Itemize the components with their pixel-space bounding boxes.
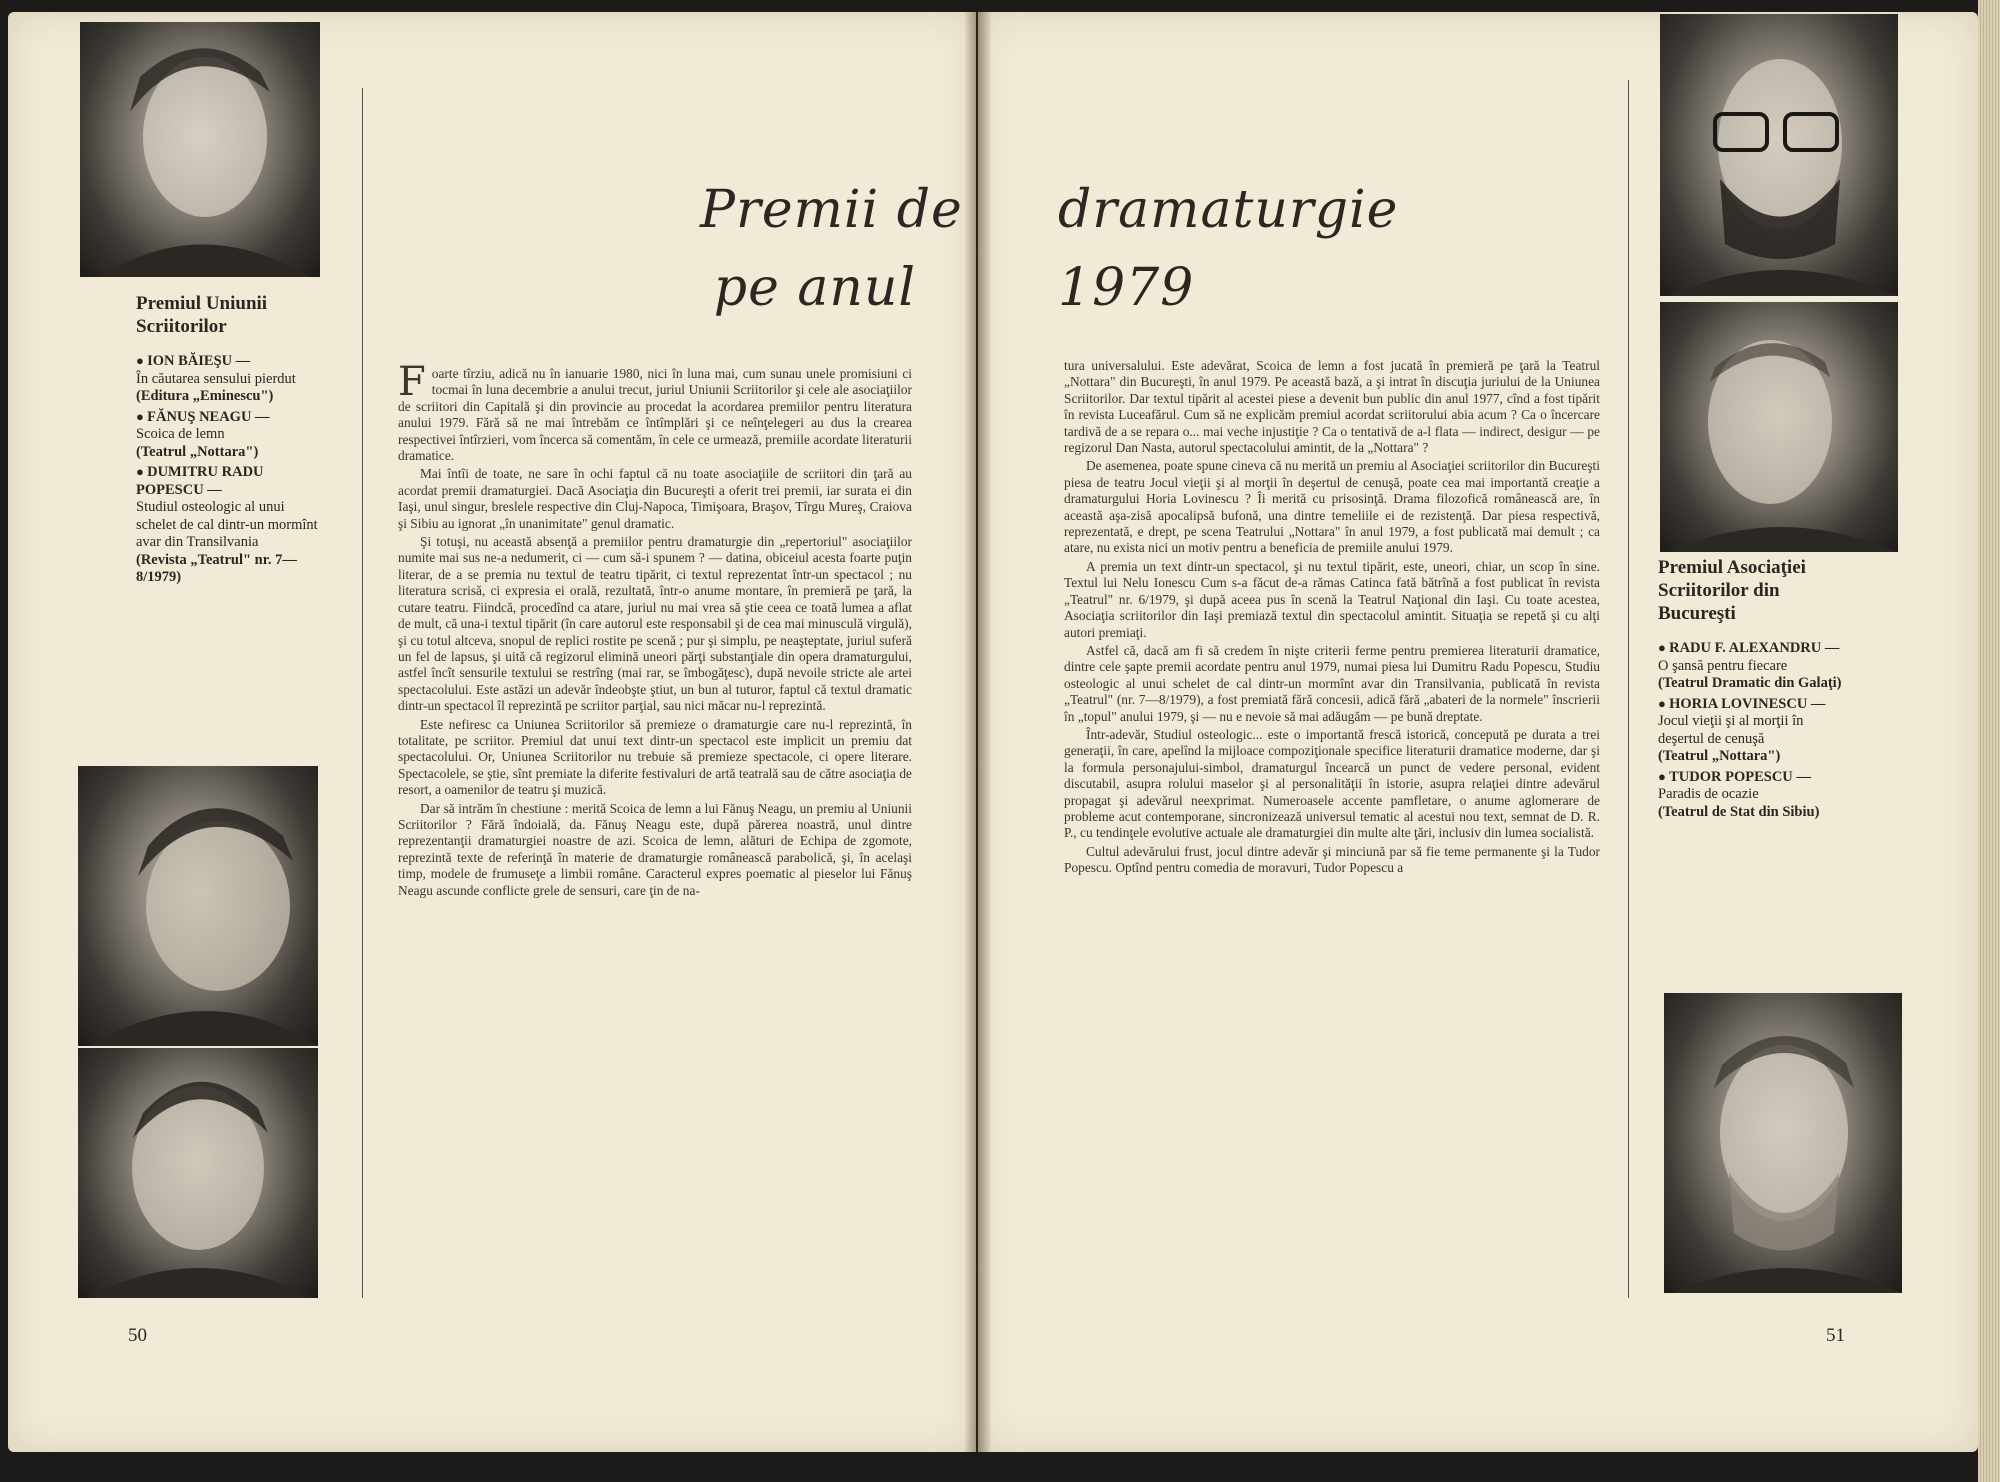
work-source: (Editura „Eminescu") xyxy=(136,388,274,404)
author-name: ● DUMITRU RADU POPESCU — xyxy=(136,463,321,499)
paragraph: A premia un text dintr-un spectacol, şi nu textul tipărit, este, uneori, chiar, un scop în sine. Textul lui Nelu Ionescu Cum s-a făcut de-a rămas Catinca fată bătrînă a fost publicat în revista „Teatrul" nr. 6/1979, şi după aceea pus în scenă la Teatrul Naţional din Iaşi. Cu toate acestea, Asociaţia scriitorilor din Iaşi premiază textul din spectacolul amintit. Situaţia se repetă şi cu alţi autori premiaţi. xyxy=(1064,558,1600,640)
work-source: (Revista „Teatrul" nr. 7—8/1979) xyxy=(136,551,297,585)
work-title: Paradis de ocazie xyxy=(1658,786,1759,802)
title-line-4: 1979 xyxy=(1058,258,1195,318)
work-source: (Teatrul de Stat din Sibiu) xyxy=(1658,803,1820,820)
right-sidebar-awards xyxy=(1658,556,1844,823)
paragraph: Mai întîi de toate, ne sare în ochi faptul că nu toate asociaţiile de scriitori din ţară au acordat premii dramaturgiei. Dacă Asociaţia din Bucureşti a oferit trei premii, iar surata ei din Iaşi, unul singur, breslele respective din Cluj-Napoca, Timişoara, Braşov, Tîrgu Mureş, Craiova şi Sibiu au ignorat „în unanimitate" genul dramatic. xyxy=(398,466,912,531)
title-line-1: Premii de xyxy=(700,180,963,240)
article-title-part1 xyxy=(700,180,963,318)
left-article-body xyxy=(398,359,912,901)
work-title: Scoica de lemn xyxy=(136,426,225,442)
column-rule xyxy=(362,88,363,1298)
paragraph: Într-adevăr, Studiul osteologic... este o importantă frescă istorică, concepută pe durata a trei generaţii, în care, apelînd la mijloace compoziţionale specifice literaturii dramatice moderne, dar şi la formula personajului-simbol, dramaturgul încearcă un punct de vedere personal, evident discutabil, asupra rolului maselor şi al personalităţii în istorie, asupra relaţiei dintre adevărul propagat şi adevărul neexprimat. Numeroasele accente pamfletare, o anume aglomerare de probleme acut contemporane, sincronizează universul tematic al acestui nou text, semnat de D. R. P., cu tendinţele evolutive actuale ale dramaturgiei din multe alte ţări, inclusiv din lumea socialistă. xyxy=(1064,726,1600,841)
award-entry xyxy=(1658,695,1844,766)
paragraph: De asemenea, poate spune cineva că nu merită un premiu al Asociaţiei scriitorilor din Bucureşti piesa de teatru Jocul vieţii şi al morţii în deşertul de cenuşă, poate cea mai importantă creaţie a dramaturgului Horia Lovinescu ? Îi merită cu prisosinţă. Drama filozofică românească are, în această aşa-zisă apocalipsă bufonă, una dintre temeliile ei de rezistenţă. Dar piesa respectivă, reprezentată, e drept, pe scena Teatrului „Nottara" în anul 1979, a fost publicată mai demult ; ca atare, nu exista nici un motiv pentru a beneficia de premiile anului 1979. xyxy=(1064,458,1600,556)
work-title: O şansă pentru fiecare xyxy=(1658,657,1788,674)
award-entry xyxy=(1658,639,1844,693)
author-name: ● ION BĂIEŞU — xyxy=(136,352,321,371)
drop-cap: F xyxy=(398,359,426,405)
paragraph: tura universalului. Este adevărat, Scoica de lemn a fost jucată în premieră pe ţară la Teatrul „Nottara" din Bucureşti, în anul 1979. Pe această bază, a şi intrat în discuţia juriului de la Uniunea Scriitorilor. Dar textul tipărit al acestei piese a devenit bun public din anul 1977, cînd a fost tipărit în revista Luceafărul. Cum să ne explicăm premiul acordat scriitorului abia acum ? Ca o încercare tardivă de a se repara o... mai veche injustiţie ? Ca o tentativă de a-l flata — indirect, desigur — pe regizorul Dan Nasta, autorul spectacolului amintit, de la „Nottara" ? xyxy=(1064,358,1600,456)
work-title: În căutarea sensului pierdut xyxy=(136,370,296,387)
award-entry xyxy=(136,352,321,406)
author-name: ● RADU F. ALEXANDRU — xyxy=(1658,639,1844,658)
work-source: (Teatrul „Nottara") xyxy=(136,443,259,460)
award-title-asociatiei: Premiul Asociaţiei Scriitorilor din Bucureşti xyxy=(1658,557,1806,624)
award-entry xyxy=(136,408,321,462)
paragraph: Dar să intrăm în chestiune : merită Scoica de lemn a lui Fănuş Neagu, un premiu al Uniunii Scriitorilor ? Fără îndoială, da. Fănuş Neagu este, după părerea noastră, unul dintre reprezentanţii dramaturgiei noastre de azi. Scoica de lemn, alături de Echipa de zgomote, reprezintă texte de referinţă în materie de dramaturgie românească parabolică, şi, în acelaşi timp, modele de frumuseţe a limbii române. Caracterul expres poematic al pieselor lui Fănuş Neagu ascunde conflicte grele de sensuri, care ţin de na- xyxy=(398,800,912,898)
page-edges xyxy=(1978,0,2000,1482)
page-number-left: 50 xyxy=(128,1325,147,1346)
page-number-right: 51 xyxy=(1826,1325,1845,1346)
portrait-photo-horia-lovinescu xyxy=(1660,302,1898,552)
award-title-uniunii: Premiul Uniunii Scriitorilor xyxy=(136,293,268,337)
right-article-body xyxy=(1064,358,1600,879)
article-title-part2 xyxy=(1058,180,1398,318)
author-name: ● HORIA LOVINESCU — xyxy=(1658,695,1844,714)
work-source: (Teatrul „Nottara") xyxy=(1658,748,1781,764)
paragraph: Cultul adevărului frust, jocul dintre adevăr şi minciună par să fie teme permanente şi la Tudor Popescu. Optînd pentru comedia de moravuri, Tudor Popescu a xyxy=(1064,843,1600,876)
column-rule xyxy=(1628,80,1629,1298)
award-entry xyxy=(136,463,321,587)
book-gutter xyxy=(965,12,991,1452)
left-sidebar-awards xyxy=(136,292,321,589)
paragraph: Astfel că, dacă am fi să credem în nişte criterii ferme pentru premierea literaturii dramatice, dintre cele şapte premii acordate pentru anul 1979, numai piesa lui Dumitru Radu Popescu, Studiu osteologic al unui schelet de cal dintr-un mormînt avar din Transilvania, publicată în revista „Teatrul" (nr. 7—8/1979), a fost premiată fără concesii, adică fără „abateri de la normele" înscrierii în „topul" anului 1979, şi — nu e nevoie să mai adăugăm — pe bună dreptate. xyxy=(1064,642,1600,724)
author-name: ● FĂNUŞ NEAGU — xyxy=(136,408,321,427)
title-line-2: pe anul xyxy=(713,258,916,318)
award-entry xyxy=(1658,768,1844,822)
work-source: (Teatrul Dramatic din Galaţi) xyxy=(1658,675,1842,691)
portrait-photo-ion-baiesu xyxy=(80,22,320,277)
portrait-photo-dumitru-radu-popescu xyxy=(78,1048,318,1298)
work-title: Jocul vieţii şi al morţii în deşertul de cenuşă xyxy=(1658,713,1804,747)
paragraph: Şi totuşi, nu această absenţă a premiilor pentru dramaturgie din „repertoriul" asociaţiilor numite mai sus ne-a nedumerit, ci — cum să-i spunem ? — datina, obiceiul acesta foarte puţin literar, de a se premia nu textul de teatru tipărit, ci textul reprezentat într-un spectacol ; nu literatura scrisă, ci expresia ei orală, rezultată, într-o anume montare, în premieră pe ţară, la cutare teatru. Fiindcă, procedînd ca atare, juriul nu mai vrea să ştie ceea ce toată lumea a aflat de mult, că una-i textul tipărit (în care autorul este responsabil şi de cea mai minusculă virgulă), şi cu totul altceva, snopul de replici rostite pe scenă ; pur şi simplu, pe neaşteptate, juriul suferă un fel de lapsus, şi uită că regizorul elimină uneori părţi substanţiale din opera dramaturgului, astfel încît sensurile textului se restrîng (mai rar, se îmbogăţesc), după nevoile stricte ale artei spectacolului. Este astăzi un adevăr îndeobşte ştiut, un bun al tuturor, faptul că textul dramatic dintr-un spectacol îl reprezintă pe scriitor parţial, sau nici măcar nu-l reprezintă. xyxy=(398,534,912,714)
portrait-photo-tudor-popescu xyxy=(1664,993,1902,1293)
author-name: ● TUDOR POPESCU — xyxy=(1658,768,1844,787)
paragraph: Foarte tîrziu, adică nu în ianuarie 1980, nici în luna mai, cum sunau unele promisiuni ci tocmai în luna decembrie a anului trecut, juriul Uniunii Scriitorilor şi cele ale asociaţiilor de scriitori din Capitală şi din provincie au procedat la acordarea premiilor pentru literatura anului 1979. Fără să ne mai întrebăm ce întîmplări şi ce neînţelegeri au dus la crearea respectivei întîrzieri, vom încerca să comentăm, în cele ce urmează, premiile acordate literaturii dramatice. xyxy=(398,359,912,464)
portrait-photo-fanus-neagu xyxy=(78,766,318,1046)
paragraph: Este nefiresc ca Uniunea Scriitorilor să premieze o dramaturgie care nu-l reprezintă, în totalitate, pe scriitor. Premiul dat unui text dintr-un spectacol este implicit un premiu dat spectacolului. Or, Uniunea Scriitorilor nu trebuie să premieze spectacole, ci opere literare. Spectacolele, se ştie, sînt premiate la diferite festivaluri de artă teatrală sau de către asociaţia de resort, a oamenilor de teatru şi muzică. xyxy=(398,716,912,798)
title-line-3: dramaturgie xyxy=(1058,180,1399,240)
portrait-photo-radu-alexandru xyxy=(1660,14,1898,296)
work-title: Studiul osteologic al unui schelet de cal dintr-un mormînt avar din Transilvania xyxy=(136,499,318,550)
